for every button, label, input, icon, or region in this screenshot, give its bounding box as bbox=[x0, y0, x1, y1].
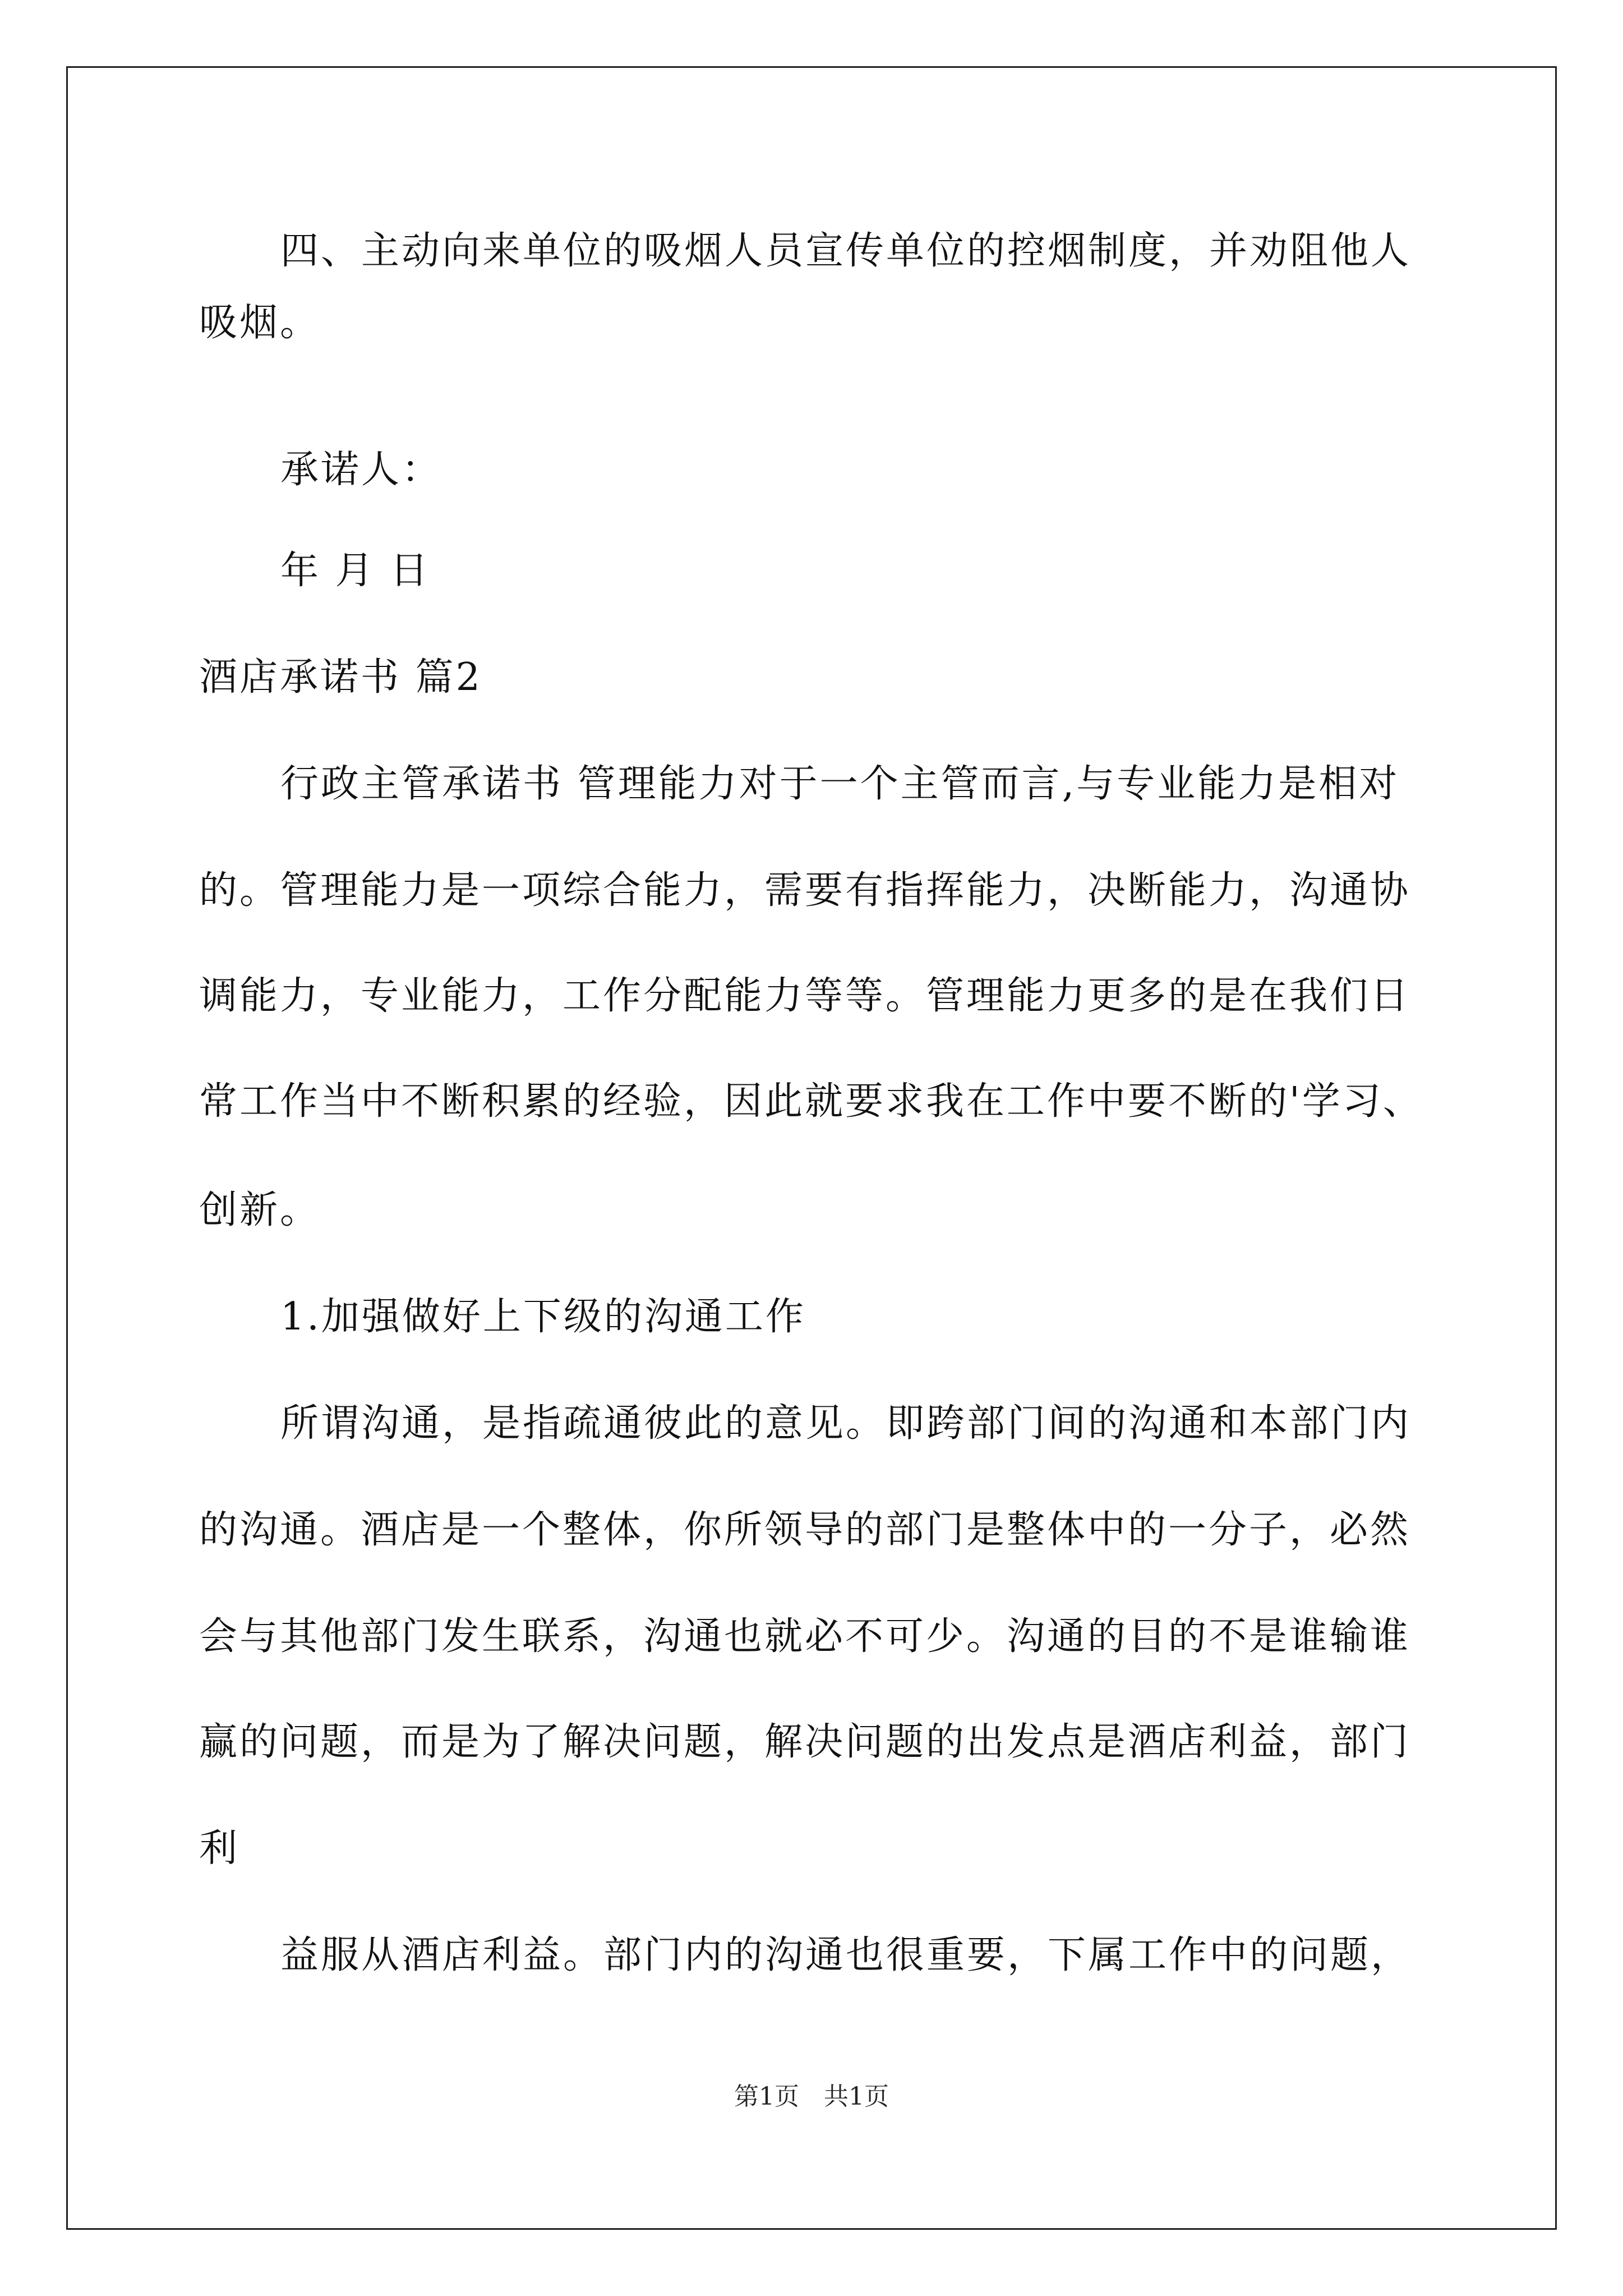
date-line: 年 月 日 bbox=[280, 549, 431, 593]
paragraph-line: 吸烟。 bbox=[199, 301, 321, 345]
paragraph-line: 的沟通。酒店是一个整体，你所领导的部门是整体中的一分子，必然 bbox=[199, 1508, 1411, 1552]
page-border bbox=[66, 66, 1557, 2230]
paragraph-line: 利 bbox=[199, 1826, 240, 1871]
paragraph-line: 会与其他部门发生联系，沟通也就必不可少。沟通的目的不是谁输谁 bbox=[199, 1614, 1411, 1659]
signature-label: 承诺人： bbox=[280, 448, 442, 492]
paragraph-line: 所谓沟通，是指疏通彼此的意见。即跨部门间的沟通和本部门内 bbox=[280, 1401, 1412, 1446]
page-footer bbox=[0, 2081, 1623, 2113]
section-heading: 酒店承诺书 篇2 bbox=[199, 655, 482, 700]
page-number-label: 第1页 共1页 bbox=[734, 2082, 889, 2111]
paragraph-line: 的。管理能力是一项综合能力，需要有指挥能力，决断能力，沟通协 bbox=[199, 868, 1411, 913]
paragraph-line: 创新。 bbox=[199, 1188, 321, 1232]
paragraph-line: 调能力，专业能力，工作分配能力等等。管理能力更多的是在我们日 bbox=[199, 974, 1411, 1018]
paragraph-line: 赢的问题，而是为了解决问题，解决问题的出发点是酒店利益，部门 bbox=[199, 1720, 1411, 1764]
paragraph-line: 常工作当中不断积累的经验，因此就要求我在工作中要不断的'学习、 bbox=[199, 1079, 1423, 1124]
subheading: 1.加强做好上下级的沟通工作 bbox=[280, 1295, 806, 1339]
paragraph-line: 四、主动向来单位的吸烟人员宣传单位的控烟制度，并劝阻他人 bbox=[280, 229, 1412, 273]
paragraph-line: 益服从酒店利益。部门内的沟通也很重要，下属工作中的问题， bbox=[280, 1933, 1412, 1977]
paragraph-line: 行政主管承诺书 管理能力对于一个主管而言,与专业能力是相对 bbox=[280, 762, 1400, 806]
